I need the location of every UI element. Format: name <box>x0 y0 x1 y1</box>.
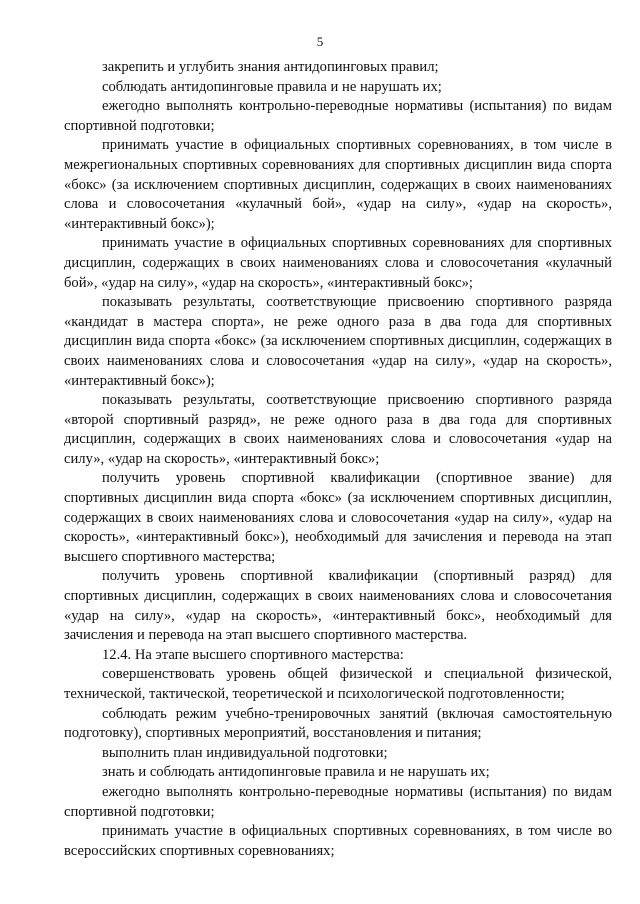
paragraph: получить уровень спортивной квалификации (спортивный разряд) для спортивных дисциплин, содержащих в своих наименованиях слова и словосочетания «удар на силу», «удар на скорость», «интерактивный бокс», необходимый для зачисления и перевода на этап высшего спортивного мастерства. <box>64 568 612 644</box>
paragraph: совершенствовать уровень общей физической и специальной физической, технической, тактической, теоретической и психологической подготовленности; <box>64 666 612 702</box>
paragraph: закрепить и углубить знания антидопинговых правил; <box>102 59 439 75</box>
paragraph: знать и соблюдать антидопинговые правила и не нарушать их; <box>102 764 490 781</box>
paragraph: получить уровень спортивной квалификации (спортивное звание) для спортивных дисциплин вида спорта «бокс» (за исключением спортивных дисциплин, содержащих в своих наименованиях слова и словосочетания «удар на силу», «удар на скорость», «интерактивный бокс»), необходимый для зачисления и перевода на этап высшего спортивного мастерства; <box>64 470 612 565</box>
paragraph: принимать участие в официальных спортивных соревнованиях, в том числе в межрегиональных спортивных соревнованиях для спортивных дисциплин вида спорта «бокс» (за исключением спортивных дисциплин, содержащих в своих наименованиях слова и словосочетания «кулачный бой», «удар на силу», «удар на скорость», «интерактивный бокс»); <box>64 137 612 232</box>
paragraph: ежегодно выполнять контрольно-переводные нормативы (испытания) по видам спортивной подготовки; <box>64 98 612 134</box>
paragraph: выполнить план индивидуальной подготовки; <box>102 744 388 761</box>
paragraph: соблюдать антидопинговые правила и не нарушать их; <box>102 78 442 95</box>
paragraph: принимать участие в официальных спортивных соревнованиях, в том числе во всероссийских спортивных соревнованиях; <box>64 823 612 859</box>
document-body <box>64 58 612 861</box>
paragraph: принимать участие в официальных спортивных соревнованиях для спортивных дисциплин, содержащих в своих наименованиях слова и словосочетания «кулачный бой», «удар на силу», «удар на скорость», «интерактивный бокс»; <box>64 235 612 291</box>
paragraph: соблюдать режим учебно-тренировочных занятий (включая самостоятельную подготовку), спортивных мероприятий, восстановления и питания; <box>64 705 612 742</box>
section-heading: 12.4. На этапе высшего спортивного мастерства: <box>102 646 404 663</box>
page-number: 5 <box>316 34 324 49</box>
paragraph: ежегодно выполнять контрольно-переводные нормативы (испытания) по видам спортивной подготовки; <box>64 783 612 820</box>
paragraph: показывать результаты, соответствующие присвоению спортивного разряда «кандидат в мастера спорта», не реже одного раза в два года для спортивных дисциплин вида спорта «бокс» (за исключением спортивных дисциплин, содержащих в своих наименованиях слова и словосочетания «удар на силу», «удар на скорость», «интерактивный бокс»); <box>64 294 612 389</box>
paragraph: показывать результаты, соответствующие присвоению спортивного разряда «второй спортивный разряд», не реже одного раза в два года для спортивных дисциплин, содержащих в своих наименованиях слова и словосочетания «удар на силу», «удар на скорость», «интерактивный бокс»; <box>64 392 612 467</box>
